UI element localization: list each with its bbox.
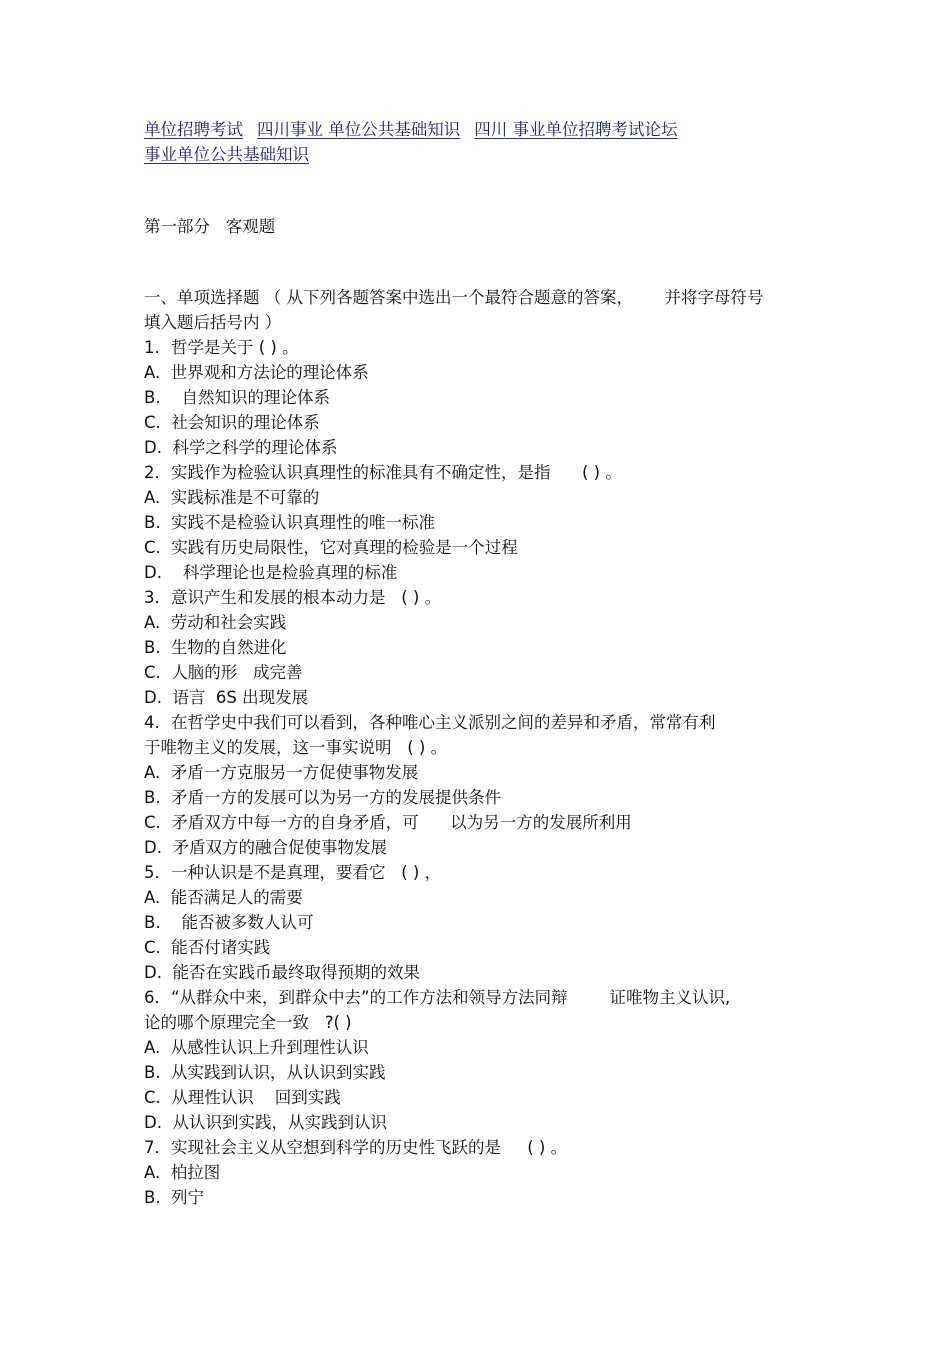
option-c: C. 能否付诸实践 (144, 938, 271, 957)
option-b: B. 实践不是检验认识真理性的唯一标准 (144, 513, 436, 532)
option-a: A. 矛盾一方克服另一方促使事物发展 (144, 763, 419, 782)
question-stem-continued: 论的哪个原理完全一致 ?( ) (144, 1013, 352, 1032)
question-stem: 1．哲学是关于 ( ) 。 (144, 338, 299, 357)
option-c: C. 矛盾双方中每一方的自身矛盾，可 以为另一方的发展所利用 (144, 813, 632, 832)
option-d: D. 科学之科学的理论体系 (144, 438, 338, 457)
question-2 (144, 460, 814, 585)
option-c: C. 人脑的形 成完善 (144, 663, 303, 682)
option-b: B. 矛盾一方的发展可以为另一方的发展提供条件 (144, 788, 502, 807)
option-c: C. 实践有历史局限性，它对真理的检验是一个过程 (144, 538, 518, 557)
section-heading-line-2: 填入题后括号内 ） (144, 313, 282, 332)
option-b: B. 从实践到认识，从认识到实践 (144, 1063, 386, 1082)
option-b: B. 列宁 (144, 1188, 205, 1207)
option-d: D. 从认识到实践，从实践到认识 (144, 1113, 387, 1132)
section-heading-line-1: 一、单项选择题 （ 从下列各题答案中选出一个最符合题意的答案， 并将字母符号 (144, 288, 764, 307)
question-5 (144, 860, 814, 985)
option-d: D. 矛盾双方的融合促使事物发展 (144, 838, 387, 857)
option-b: B. 生物的自然进化 (144, 638, 287, 657)
question-stem-continued: 于唯物主义的发展，这一事实说明 ( ) 。 (144, 738, 448, 757)
question-7 (144, 1135, 814, 1210)
option-c: C. 社会知识的理论体系 (144, 413, 320, 432)
option-a: A. 实践标准是不可靠的 (144, 488, 320, 507)
question-6 (144, 985, 814, 1135)
question-content (144, 285, 814, 1210)
option-c: C. 从理性认识 回到实践 (144, 1088, 341, 1107)
option-b: B. 能否被多数人认可 (144, 913, 314, 932)
question-stem: 4．在哲学史中我们可以看到，各种唯心主义派别之间的差异和矛盾，常常有利 (144, 713, 716, 732)
option-a: A. 从感性认识上升到理性认识 (144, 1038, 369, 1057)
option-b: B. 自然知识的理论体系 (144, 388, 331, 407)
header-links (144, 117, 814, 167)
option-a: A. 能否满足人的需要 (144, 888, 303, 907)
link-sichuan-exam-forum[interactable]: 四川 事业单位招聘考试论坛 (474, 120, 678, 139)
question-stem: 3．意识产生和发展的根本动力是 ( ) 。 (144, 588, 442, 607)
link-public-basic-knowledge[interactable]: 事业单位公共基础知识 (144, 145, 309, 164)
part-title: 第一部分 客观题 (144, 217, 276, 236)
question-stem: 7．实现社会主义从空想到科学的历史性飞跃的是 ( ) 。 (144, 1138, 568, 1157)
link-recruitment-exam[interactable]: 单位招聘考试 (144, 120, 243, 139)
option-a: A. 世界观和方法论的理论体系 (144, 363, 369, 382)
question-4 (144, 710, 814, 860)
option-d: D. 语言 6S 出现发展 (144, 688, 309, 707)
question-3 (144, 585, 814, 710)
question-stem: 6．“从群众中来，到群众中去”的工作方法和领导方法同辩 证唯物主义认识, (144, 988, 731, 1007)
link-sichuan-public-knowledge[interactable]: 四川事业 单位公共基础知识 (257, 120, 461, 139)
question-stem: 5．一种认识是不是真理，要看它 ( ) ， (144, 863, 442, 882)
option-a: A. 劳动和社会实践 (144, 613, 287, 632)
option-d: D. 科学理论也是检验真理的标准 (144, 563, 398, 582)
question-1 (144, 335, 814, 460)
option-a: A. 柏拉图 (144, 1163, 221, 1182)
option-d: D. 能否在实践币最终取得预期的效果 (144, 963, 420, 982)
question-stem: 2．实践作为检验认识真理性的标准具有不确定性，是指 ( ) 。 (144, 463, 622, 482)
